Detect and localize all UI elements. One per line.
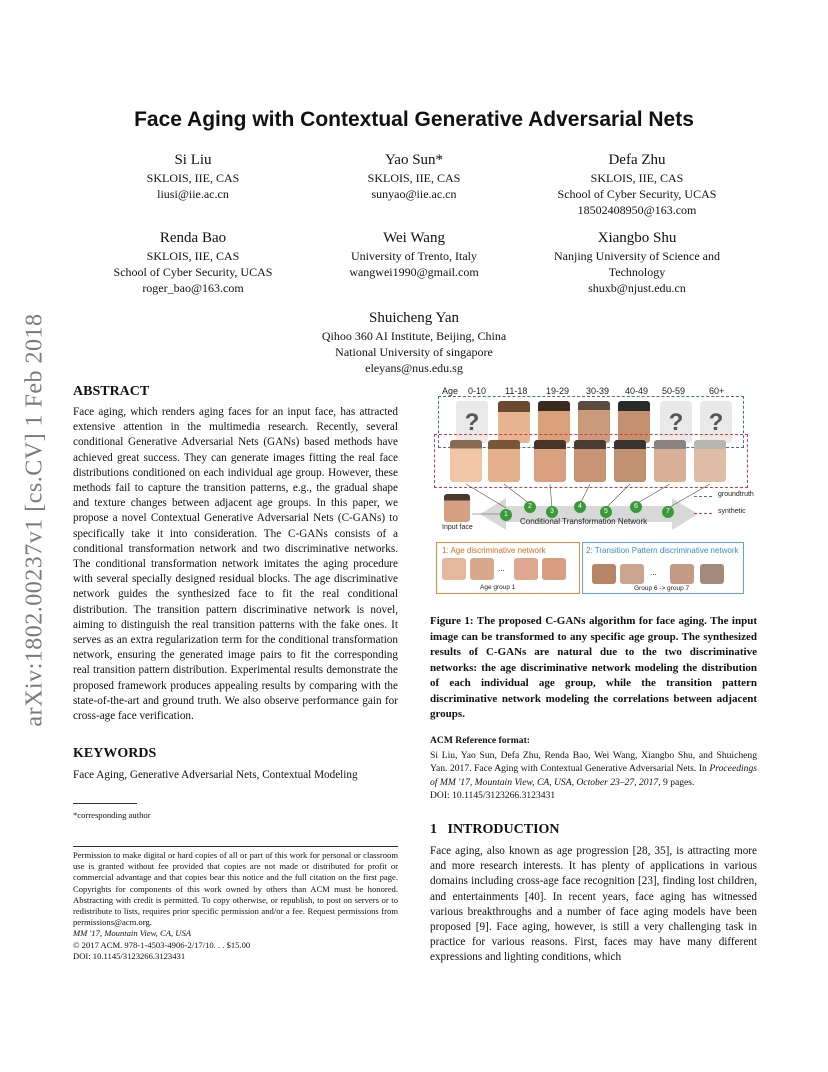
age-discriminator-caption: Age group 1 <box>480 584 516 591</box>
author-email: sunyao@iie.ac.cn <box>371 187 457 201</box>
author-block <box>299 228 529 280</box>
step-marker: 5 <box>600 506 612 518</box>
author-block <box>78 150 308 202</box>
input-face-image <box>444 494 470 522</box>
author-name: Shuicheng Yan <box>368 310 459 326</box>
author-affiliation: School of Cyber Security, UCAS <box>113 265 273 279</box>
author-name: Yao Sun* <box>384 152 444 168</box>
venue-line: MM '17, Mountain View, CA, USA <box>73 928 191 939</box>
permission-text: Permission to make digital or hard copies of all or part of this work for personal or classroom use is granted without fee provided that copies are not made or distributed for profit or commercial advantage and that copies bear this notice and the full citation on the first page. Copyrights for components of this work owned by others than ACM must be honored. Abstracting with credit is permitted. To copy otherwise, or republish, to post on servers or to redistribute to lists, requires prior specific permission and/or a fee. Request permissions from permissions@acm.org. <box>73 850 398 928</box>
age-label: Age <box>442 386 459 396</box>
transition-discriminator-title: 2: Transition Pattern discriminative network <box>586 546 739 555</box>
author-block <box>299 150 529 202</box>
question-mark-icon: ? <box>668 409 684 436</box>
step-marker: 2 <box>524 501 536 513</box>
step-marker: 6 <box>630 501 642 513</box>
synthetic-legend-label: synthetic <box>718 508 746 515</box>
transition-discriminator-caption: Group 6 -> group 7 <box>634 585 690 592</box>
author-name: Renda Bao <box>159 230 227 246</box>
arxiv-stamp-text: arXiv:1802.00237v1 [cs.CV] 1 Feb 2018 <box>21 313 48 727</box>
transformation-arrow-diagram <box>432 482 758 542</box>
keywords-text: Face Aging, Generative Adversarial Nets, Contextual Modeling <box>73 769 358 781</box>
author-affiliation: Nanjing University of Science and <box>554 249 720 263</box>
author-name: Wei Wang <box>383 230 445 246</box>
step-marker: 3 <box>546 506 558 518</box>
abstract-text: Face aging, which renders aging faces for an input face, has attracted extensive attention in the multimedia research. Recently, several conditional Generative Adversarial Nets (GANs) based methods have achieved great success. They can generate images fitting the real face distributions conditioned on each individual age group. However, these methods fail to capture the transition patterns, e.g., the gradual shape and texture changes between adjacent age groups. In this paper, we propose a novel Contextual Generative Adversarial Nets (C-GANs) to specifically take it into consideration. The C-GANs consists of a conditional transformation network and two discriminative networks. The conditional transformation network imitates the aging procedure with several specially designed residual blocks. The age discriminative network guides the synthesized face to fit the real conditional distribution. The transition pattern discriminative network is novel, aiming to distinguish the real transition patterns with the fake ones. It serves as an extra regularization term for the conditional transformation network, ensuring the generated image pairs to fit the corresponding real transition pattern distribution. Experimental results demonstrate the proposed framework produces appealing results by comparing with the state-of-the-art and ground truth. We also observe performance gain for cross-age face verification. <box>73 406 398 723</box>
author-affiliation: National University of singapore <box>335 345 493 359</box>
author-name: Defa Zhu <box>608 152 666 168</box>
age-group-label: 11-18 <box>505 386 528 396</box>
author-block <box>522 150 752 218</box>
paper-title: Face Aging with Contextual Generative Adversarial Nets <box>134 108 694 131</box>
age-group-label: 60+ <box>709 386 725 396</box>
ctn-label: Conditional Transformation Network <box>520 517 648 526</box>
age-group-label: 50-59 <box>662 386 686 396</box>
author-email: liusi@iie.ac.cn <box>157 187 229 201</box>
author-email: wangwei1990@gmail.com <box>349 265 479 279</box>
footnote: *corresponding author <box>73 810 151 820</box>
permission-rule <box>73 846 398 847</box>
child-face <box>542 558 566 580</box>
child-face <box>470 558 494 580</box>
arxiv-stamp <box>18 290 52 750</box>
pair-face <box>592 564 616 584</box>
pair-face <box>700 564 724 584</box>
age-group-label: 19-29 <box>546 386 570 396</box>
acm-reference-doi: DOI: 10.1145/3123266.3123431 <box>430 789 556 801</box>
child-face <box>442 558 466 580</box>
question-mark-icon: ? <box>464 409 480 436</box>
figure-1 <box>432 382 758 596</box>
groundtruth-legend-line <box>694 496 712 497</box>
input-face-label: Input face <box>442 524 473 531</box>
author-email: shuxb@njust.edu.cn <box>588 281 686 295</box>
synthetic-face <box>488 440 520 482</box>
figure-caption: Figure 1: The proposed C-GANs algorithm for face aging. The input image can be transformed to any specific age group. The synthesized results of C-GANs are natural due to the two discriminative networks: the age discriminative network modeling the distribution of each individual age group, while the transition pattern discriminative network modeling the correlations between adjacent groups. <box>430 615 757 720</box>
pair-face <box>670 564 694 584</box>
acm-reference-pages: 9 pages. <box>663 776 695 788</box>
author-affiliation: SKLOIS, IIE, CAS <box>146 171 240 185</box>
pair-face <box>620 564 644 584</box>
age-group-label: 40-49 <box>625 386 649 396</box>
synthetic-face <box>654 440 686 482</box>
age-group-label: 0-10 <box>468 386 487 396</box>
step-marker: 1 <box>500 509 512 521</box>
age-discriminator-title: 1: Age discriminative network <box>442 546 546 555</box>
author-name: Si Liu <box>174 152 212 168</box>
doi-line: DOI: 10.1145/3123266.3123431 <box>73 950 186 961</box>
child-face <box>514 558 538 580</box>
author-email: eleyans@nus.edu.sg <box>365 361 463 375</box>
synthetic-face <box>450 440 482 482</box>
synthetic-face <box>534 440 566 482</box>
author-block <box>78 228 308 296</box>
age-group-label: 30-39 <box>586 386 610 396</box>
author-affiliation: SKLOIS, IIE, CAS <box>146 249 240 263</box>
synthetic-face <box>694 440 726 482</box>
ellipsis: ... <box>650 568 657 577</box>
synthetic-face <box>574 440 606 482</box>
author-affiliation: Qihoo 360 AI Institute, Beijing, China <box>321 329 507 343</box>
synthetic-face <box>614 440 646 482</box>
author-affiliation: SKLOIS, IIE, CAS <box>367 171 461 185</box>
footnote-rule <box>73 803 137 804</box>
synthetic-legend-line <box>694 513 712 514</box>
keywords-section <box>73 746 398 783</box>
acm-reference-text: Si Liu, Yao Sun, Defa Zhu, Renda Bao, Wei Wang, Xiangbo Shu, and Shuicheng Yan. 2017. Face Aging with Contextual Generative Adversarial Nets. In <box>430 750 757 775</box>
abstract-section <box>73 384 398 724</box>
author-name: Xiangbo Shu <box>597 230 677 246</box>
abstract-heading: ABSTRACT <box>73 384 150 399</box>
groundtruth-legend-label: groundtruth <box>718 491 754 498</box>
introduction-section <box>430 822 757 966</box>
acm-reference-heading: ACM Reference format: <box>430 735 530 746</box>
author-block <box>279 308 549 376</box>
step-marker: 4 <box>574 501 586 513</box>
author-affiliation: School of Cyber Security, UCAS <box>557 187 717 201</box>
acm-reference-proceedings: Proceedings of MM '17, Mountain View, CA, USA, October 23–27, 2017, <box>430 763 757 788</box>
author-affiliation: SKLOIS, IIE, CAS <box>590 171 684 185</box>
permission-block <box>73 850 398 962</box>
acm-reference <box>430 734 757 802</box>
ellipsis: ... <box>498 564 505 573</box>
introduction-heading: 1 INTRODUCTION <box>430 822 560 837</box>
author-block <box>522 228 752 296</box>
copyright-line: © 2017 ACM. 978-1-4503-4906-2/17/10. . . $15.00 <box>73 939 251 950</box>
question-mark-icon: ? <box>708 409 724 436</box>
keywords-heading: KEYWORDS <box>73 746 157 761</box>
introduction-text: Face aging, also known as age progression [28, 35], is attracting more and more research interests. It has plenty of applications in various domains including cross-age face recognition [23], finding lost children, and entertainments [40]. In recent years, face aging has witnessed various breakthroughs and a number of face aging models have been proposed [9]. Face aging, however, is still a very challenging task in practice for various reasons. First, faces may have many different expressions and lighting conditions, which <box>430 845 757 964</box>
step-marker: 7 <box>662 506 674 518</box>
author-affiliation: Technology <box>608 265 666 279</box>
author-email: roger_bao@163.com <box>142 281 244 295</box>
author-affiliation: University of Trento, Italy <box>351 249 477 263</box>
author-email: 18502408950@163.com <box>577 203 697 217</box>
